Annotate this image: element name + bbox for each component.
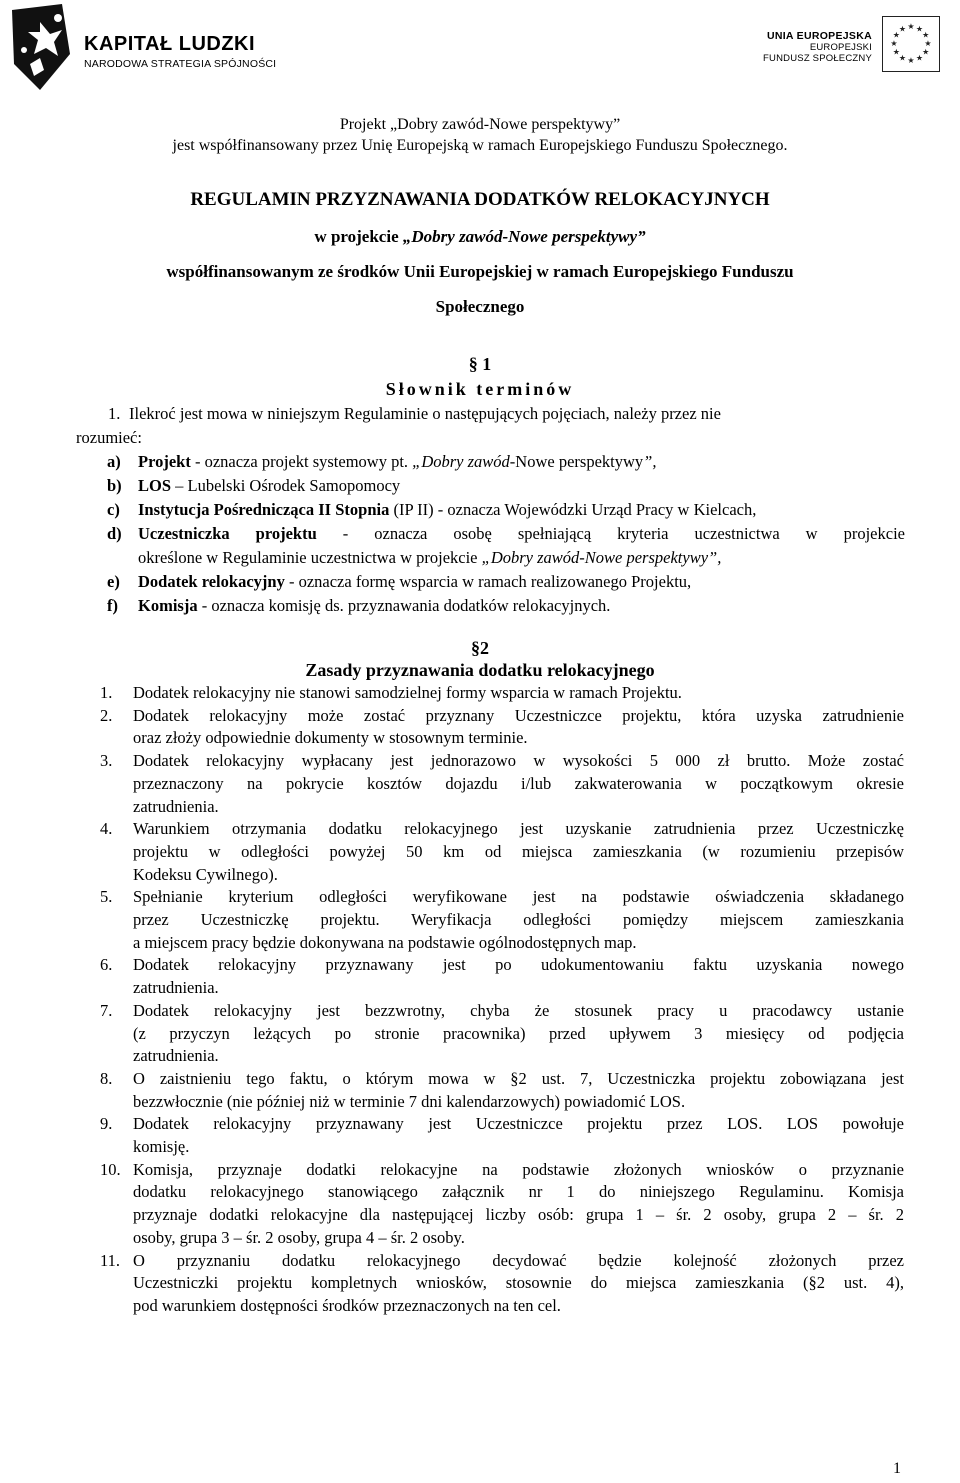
svg-text:★: ★ — [907, 56, 915, 65]
point-number: 7. — [100, 1000, 113, 1020]
point-number: 2. — [100, 705, 113, 725]
section1-title: Słownik terminów — [385, 379, 575, 399]
definition-term: Dodatek relokacyjny — [138, 572, 285, 591]
svg-text:★: ★ — [907, 22, 915, 31]
svg-text:★: ★ — [924, 39, 932, 48]
svg-text:★: ★ — [892, 30, 900, 40]
point-text-line: przeznaczony na pokrycie kosztów dojazdu i/lub zakwaterowania w początkowym okresie — [133, 773, 904, 793]
section1-p1-line2: rozumieć: — [76, 428, 142, 447]
definition-term: Uczestniczka projektu — [138, 524, 317, 543]
section1-p1-number: 1. — [108, 404, 121, 423]
svg-text:★: ★ — [890, 39, 898, 48]
document-title: REGULAMIN PRZYZNAWANIA DODATKÓW RELOKACYJNYCH — [190, 189, 770, 210]
point-text-line: Dodatek relokacyjny wypłacany jest jednorazowo w wysokości 5 000 zł brutto. Może zostać — [133, 751, 904, 771]
project-intro-line1: Projekt „Dobry zawód-Nowe perspektywy” — [339, 116, 621, 133]
eu-line3: FUNDUSZ SPOŁECZNY — [763, 53, 872, 64]
section2-title: Zasady przyznawania dodatku relokacyjnego — [305, 660, 655, 680]
svg-text:★: ★ — [898, 24, 907, 34]
point-text-line: dodatku relokacyjnego stanowiącego załącznik nr 1 do niniejszego Regulaminu. Komisja — [133, 1182, 904, 1202]
svg-text:★: ★ — [892, 47, 900, 57]
point-text-line: przez Uczestniczkę projektu. Weryfikacja odległości pomiędzy miejscem zamieszkania — [133, 910, 904, 929]
definition-item: b) LOS – Lubelski Ośrodek Samopomocy — [107, 476, 401, 495]
subtitle-prefix: w projekcie — [314, 227, 403, 246]
document-subtitle-line3: Społecznego — [435, 297, 525, 316]
kapital-ludzki-emblem-icon — [10, 4, 80, 90]
definition-term: LOS — [138, 476, 172, 495]
point-number: 9. — [100, 1114, 113, 1134]
svg-text:★: ★ — [915, 53, 924, 63]
eu-line2: EUROPEJSKI — [809, 42, 872, 53]
point-text-line: pod warunkiem dostępności środków przeznaczonych na ten cel. — [133, 1295, 561, 1315]
point-number: 11. — [100, 1250, 121, 1270]
point-text-line: zatrudnienia. — [133, 796, 219, 816]
point-text-line: Spełnianie kryterium odległości weryfikowane jest na podstawie oświadczenia składanego — [133, 887, 904, 907]
point-text-line: osoby, grupa 3 – śr. 2 osoby, grupa 4 – śr. 2 osoby. — [133, 1227, 465, 1247]
point-text-line: O przyznaniu dodatku relokacyjnego decydować będzie kolejność złożonych przez — [133, 1250, 904, 1270]
point-text-line: zatrudnienia. — [133, 1046, 219, 1066]
eu-line1: UNIA EUROPEJSKA — [766, 30, 872, 42]
definition-term: Instytucja Pośrednicząca II Stopnia — [138, 500, 390, 519]
point-text-line: Warunkiem otrzymania dodatku relokacyjnego jest uzyskanie zatrudnienia przez Uczestniczkę — [133, 819, 904, 839]
point-number: 10. — [100, 1159, 121, 1179]
point-text-line: przyznaje dodatki relokacyjne dla następującej liczby osób: grupa 1 – śr. 2 osoby, grupa 2 – śr. 2 — [133, 1205, 904, 1225]
definition-item: f) Komisja - oznacza komisję ds. przyznawania dodatków relokacyjnych. — [107, 596, 611, 615]
point-text-line: (z przyczyn leżących po stronie pracownika) przed upływem 3 miesięcy od podjęcia — [133, 1023, 904, 1043]
subtitle-project-name: „Dobry zawód-Nowe perspektywy” — [402, 227, 646, 246]
point-number: 3. — [100, 751, 113, 771]
section1-number: § 1 — [468, 354, 492, 374]
point-text-line: oraz złoży odpowiednie dokumenty w stosownym terminie. — [133, 728, 528, 748]
point-text-line: Komisja, przyznaje dodatki relokacyjne na podstawie złożonych wniosków o przyznanie — [133, 1159, 904, 1179]
definition-item: d) Uczestniczka projektu - oznacza osobę spełniającą kryteria uczestnictwa w projekcie — [107, 524, 905, 543]
point-text-line: Dodatek relokacyjny może zostać przyznany Uczestniczce projektu, która uzyska zatrudnienie — [133, 705, 904, 725]
definition-item-continuation: określone w Regulaminie uczestnictwa w projekcie „Dobry zawód-Nowe perspektywy”, — [138, 548, 722, 567]
eu-flag-icon — [882, 16, 940, 72]
document-subtitle-line1 — [0, 227, 960, 247]
point-text-line: Dodatek relokacyjny nie stanowi samodzielnej formy wsparcia w ramach Projektu. — [133, 683, 682, 702]
kapital-ludzki-subtitle: NARODOWA STRATEGIA SPÓJNOŚCI — [84, 58, 277, 70]
point-number: 8. — [100, 1068, 113, 1088]
point-text-line: zatrudnienia. — [133, 978, 219, 998]
point-text-line: Dodatek relokacyjny jest bezzwrotny, chyba że stosunek pracy u pracodawcy ustanie — [133, 1000, 904, 1020]
definition-item: a) Projekt - oznacza projekt systemowy pt. „Dobry zawód-Nowe perspektywy”, — [107, 452, 657, 471]
eu-text-block — [763, 30, 872, 64]
svg-text:★: ★ — [898, 53, 907, 63]
kapital-ludzki-title: KAPITAŁ LUDZKI — [84, 33, 256, 55]
point-number: 1. — [100, 683, 113, 702]
point-text-line: projektu w odległości powyżej 50 km od miejsca zamieszkania (w rozumieniu przepisów — [133, 841, 904, 861]
definition-item: e) Dodatek relokacyjny - oznacza formę wsparcia w ramach realizowanego Projektu, — [107, 572, 692, 591]
point-text-line: O zaistnieniu tego faktu, o którym mowa w §2 ust. 7, Uczestniczka projektu zobowiązana jest — [133, 1068, 904, 1088]
definition-term: Projekt — [138, 452, 191, 471]
svg-text:★: ★ — [922, 47, 930, 57]
definition-item: c) Instytucja Pośrednicząca II Stopnia (IP II) - oznacza Wojewódzki Urząd Pracy w Kielcach, — [107, 500, 757, 519]
svg-text:★: ★ — [922, 30, 930, 40]
point-text-line: bezzwłocznie (nie później niż w terminie 7 dni kalendarzowych) powiadomić LOS. — [133, 1091, 686, 1111]
definition-term: Komisja — [138, 596, 198, 615]
point-text-line: Uczestniczki projektu kompletnych wniosków, stosownie do miejsca zamieszkania (§2 ust. 4), — [133, 1273, 904, 1293]
point-text-line: Kodeksu Cywilnego). — [133, 864, 278, 884]
point-text-line: Dodatek relokacyjny przyznawany jest po udokumentowaniu faktu uzyskania nowego — [133, 955, 904, 975]
project-intro-line2: jest współfinansowany przez Unię Europejską w ramach Europejskiego Funduszu Społecznego. — [172, 137, 788, 154]
point-text-line: Dodatek relokacyjny przyznawany jest Uczestniczce projektu przez LOS. LOS powołuje — [133, 1114, 904, 1134]
svg-text:★: ★ — [915, 24, 924, 34]
point-text-line: komisję. — [133, 1137, 190, 1156]
section1-p1-line1: Ilekroć jest mowa w niniejszym Regulaminie o następujących pojęciach, należy przez nie — [129, 404, 721, 423]
section2-number: §2 — [471, 638, 489, 658]
page-number: 1 — [893, 1460, 901, 1477]
point-number: 5. — [100, 887, 113, 907]
kapital-ludzki-logo — [10, 4, 80, 90]
point-number: 4. — [100, 819, 113, 839]
point-number: 6. — [100, 955, 113, 975]
document-subtitle-line2: współfinansowanym ze środków Unii Europejskiej w ramach Europejskiego Funduszu — [166, 262, 794, 281]
point-text-line: a miejscem pracy będzie dokonywana na podstawie ogólnodostępnych map. — [133, 932, 637, 952]
